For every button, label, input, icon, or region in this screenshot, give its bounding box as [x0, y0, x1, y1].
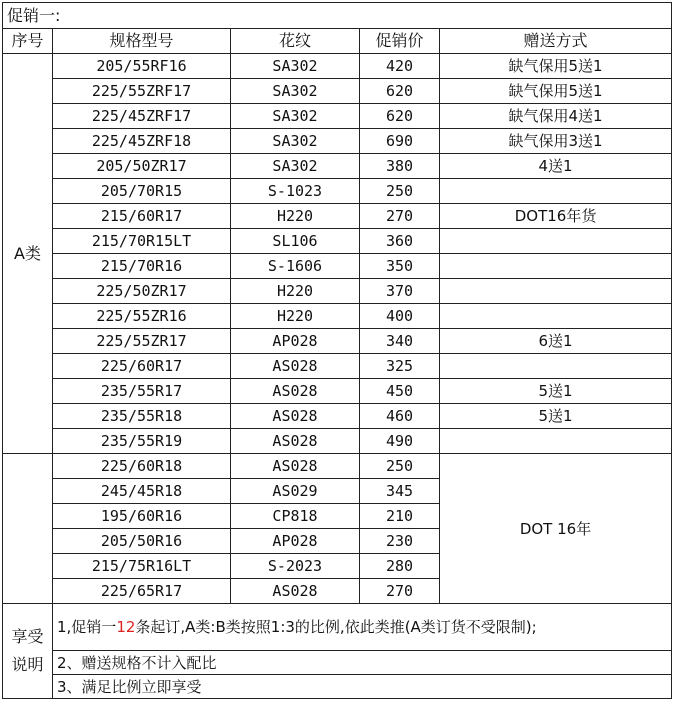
header-price: 促销价: [360, 29, 440, 54]
header-row: [3, 29, 672, 54]
table-row: [3, 179, 672, 204]
gift-cell: [440, 279, 672, 304]
bottom-edge: [3, 699, 672, 706]
table-row: [3, 379, 672, 404]
price-cell: 490: [360, 429, 440, 454]
gift-cell: DOT16年货: [440, 204, 672, 229]
pattern-cell: AS028: [231, 354, 360, 379]
pattern-cell: AP028: [231, 329, 360, 354]
gift-cell: 缺气保用3送1: [440, 129, 672, 154]
price-cell: 230: [360, 529, 440, 554]
table-row: [3, 404, 672, 429]
note-3: 3、满足比例立即享受: [53, 675, 672, 699]
spec-cell: 225/60R17: [53, 354, 231, 379]
spec-cell: 205/70R15: [53, 179, 231, 204]
table-row: [3, 254, 672, 279]
price-cell: 370: [360, 279, 440, 304]
price-cell: 400: [360, 304, 440, 329]
pattern-cell: AS029: [231, 479, 360, 504]
table-row: [3, 229, 672, 254]
note-1-prefix: 1,促销一: [57, 618, 117, 636]
group-label-a: A类: [3, 54, 53, 454]
notes-row-2: [3, 651, 672, 675]
gift-cell: [440, 429, 672, 454]
price-cell: 345: [360, 479, 440, 504]
gift-cell: 5送1: [440, 379, 672, 404]
gift-cell: [440, 304, 672, 329]
spec-cell: 215/75R16LT: [53, 554, 231, 579]
note-1-highlight: 12: [116, 618, 136, 636]
table-row: [3, 54, 672, 79]
pattern-cell: S-1606: [231, 254, 360, 279]
gift-cell: [440, 179, 672, 204]
spec-cell: 225/65R17: [53, 579, 231, 604]
spec-cell: 205/50ZR17: [53, 154, 231, 179]
price-cell: 270: [360, 579, 440, 604]
price-cell: 325: [360, 354, 440, 379]
table-row: [3, 104, 672, 129]
price-cell: 380: [360, 154, 440, 179]
table-row: [3, 329, 672, 354]
note-1-suffix: 条起订,A类:B类按照1:3的比例,依此类推(A类订货不受限制);: [135, 618, 537, 636]
table-row: [3, 354, 672, 379]
pattern-cell: S-2023: [231, 554, 360, 579]
price-cell: 450: [360, 379, 440, 404]
pattern-cell: SA302: [231, 129, 360, 154]
price-cell: 690: [360, 129, 440, 154]
spec-cell: 195/60R16: [53, 504, 231, 529]
gift-cell: [440, 254, 672, 279]
promotion-table: [2, 2, 672, 705]
pattern-cell: AS028: [231, 579, 360, 604]
note-2: 2、赠送规格不计入配比: [53, 651, 672, 675]
price-cell: 460: [360, 404, 440, 429]
table-row: [3, 154, 672, 179]
bottom-edge-row: [3, 699, 672, 706]
spec-cell: 215/70R15LT: [53, 229, 231, 254]
spec-cell: 215/70R16: [53, 254, 231, 279]
table-row: [3, 454, 672, 479]
gift-cell: [440, 229, 672, 254]
pattern-cell: SA302: [231, 154, 360, 179]
pattern-cell: AS028: [231, 404, 360, 429]
spec-cell: 225/55ZR17: [53, 329, 231, 354]
gift-cell: [440, 354, 672, 379]
price-cell: 620: [360, 79, 440, 104]
price-cell: 270: [360, 204, 440, 229]
spec-cell: 245/45R18: [53, 479, 231, 504]
header-gift: 赠送方式: [440, 29, 672, 54]
table-row: [3, 129, 672, 154]
spec-cell: 225/60R18: [53, 454, 231, 479]
price-cell: 360: [360, 229, 440, 254]
table-row: [3, 304, 672, 329]
promotion-sheet: [2, 2, 671, 719]
title-row: [3, 3, 672, 29]
price-cell: 420: [360, 54, 440, 79]
pattern-cell: AP028: [231, 529, 360, 554]
notes-row-1: [3, 604, 672, 651]
spec-cell: 205/55RF16: [53, 54, 231, 79]
spec-cell: 225/45ZRF17: [53, 104, 231, 129]
sheet-title: 促销一:: [3, 3, 672, 29]
gift-cell: 4送1: [440, 154, 672, 179]
pattern-cell: SA302: [231, 79, 360, 104]
price-cell: 210: [360, 504, 440, 529]
pattern-cell: AS028: [231, 429, 360, 454]
table-row: [3, 279, 672, 304]
spec-cell: 225/55ZR16: [53, 304, 231, 329]
pattern-cell: SA302: [231, 104, 360, 129]
spec-cell: 225/50ZR17: [53, 279, 231, 304]
price-cell: 250: [360, 454, 440, 479]
pattern-cell: H220: [231, 279, 360, 304]
gift-cell-merged: DOT 16年: [440, 454, 672, 604]
spec-cell: 225/55ZRF17: [53, 79, 231, 104]
gift-cell: 缺气保用4送1: [440, 104, 672, 129]
header-no: 序号: [3, 29, 53, 54]
pattern-cell: SA302: [231, 54, 360, 79]
gift-cell: 缺气保用5送1: [440, 54, 672, 79]
spec-cell: 225/45ZRF18: [53, 129, 231, 154]
table-row: [3, 429, 672, 454]
group-label-b: [3, 454, 53, 604]
gift-cell: 6送1: [440, 329, 672, 354]
spec-cell: 205/50R16: [53, 529, 231, 554]
pattern-cell: SL106: [231, 229, 360, 254]
spec-cell: 235/55R19: [53, 429, 231, 454]
notes-label: 享受说明: [3, 604, 53, 699]
gift-cell: 缺气保用5送1: [440, 79, 672, 104]
pattern-cell: H220: [231, 204, 360, 229]
spec-cell: 215/60R17: [53, 204, 231, 229]
price-cell: 350: [360, 254, 440, 279]
note-1: [53, 604, 672, 651]
pattern-cell: CP818: [231, 504, 360, 529]
header-pattern: 花纹: [231, 29, 360, 54]
pattern-cell: H220: [231, 304, 360, 329]
gift-cell: 5送1: [440, 404, 672, 429]
price-cell: 250: [360, 179, 440, 204]
table-row: [3, 204, 672, 229]
table-row: [3, 79, 672, 104]
price-cell: 340: [360, 329, 440, 354]
pattern-cell: AS028: [231, 379, 360, 404]
notes-row-3: [3, 675, 672, 699]
spec-cell: 235/55R17: [53, 379, 231, 404]
price-cell: 620: [360, 104, 440, 129]
pattern-cell: AS028: [231, 454, 360, 479]
spec-cell: 235/55R18: [53, 404, 231, 429]
pattern-cell: S-1023: [231, 179, 360, 204]
header-spec: 规格型号: [53, 29, 231, 54]
price-cell: 280: [360, 554, 440, 579]
